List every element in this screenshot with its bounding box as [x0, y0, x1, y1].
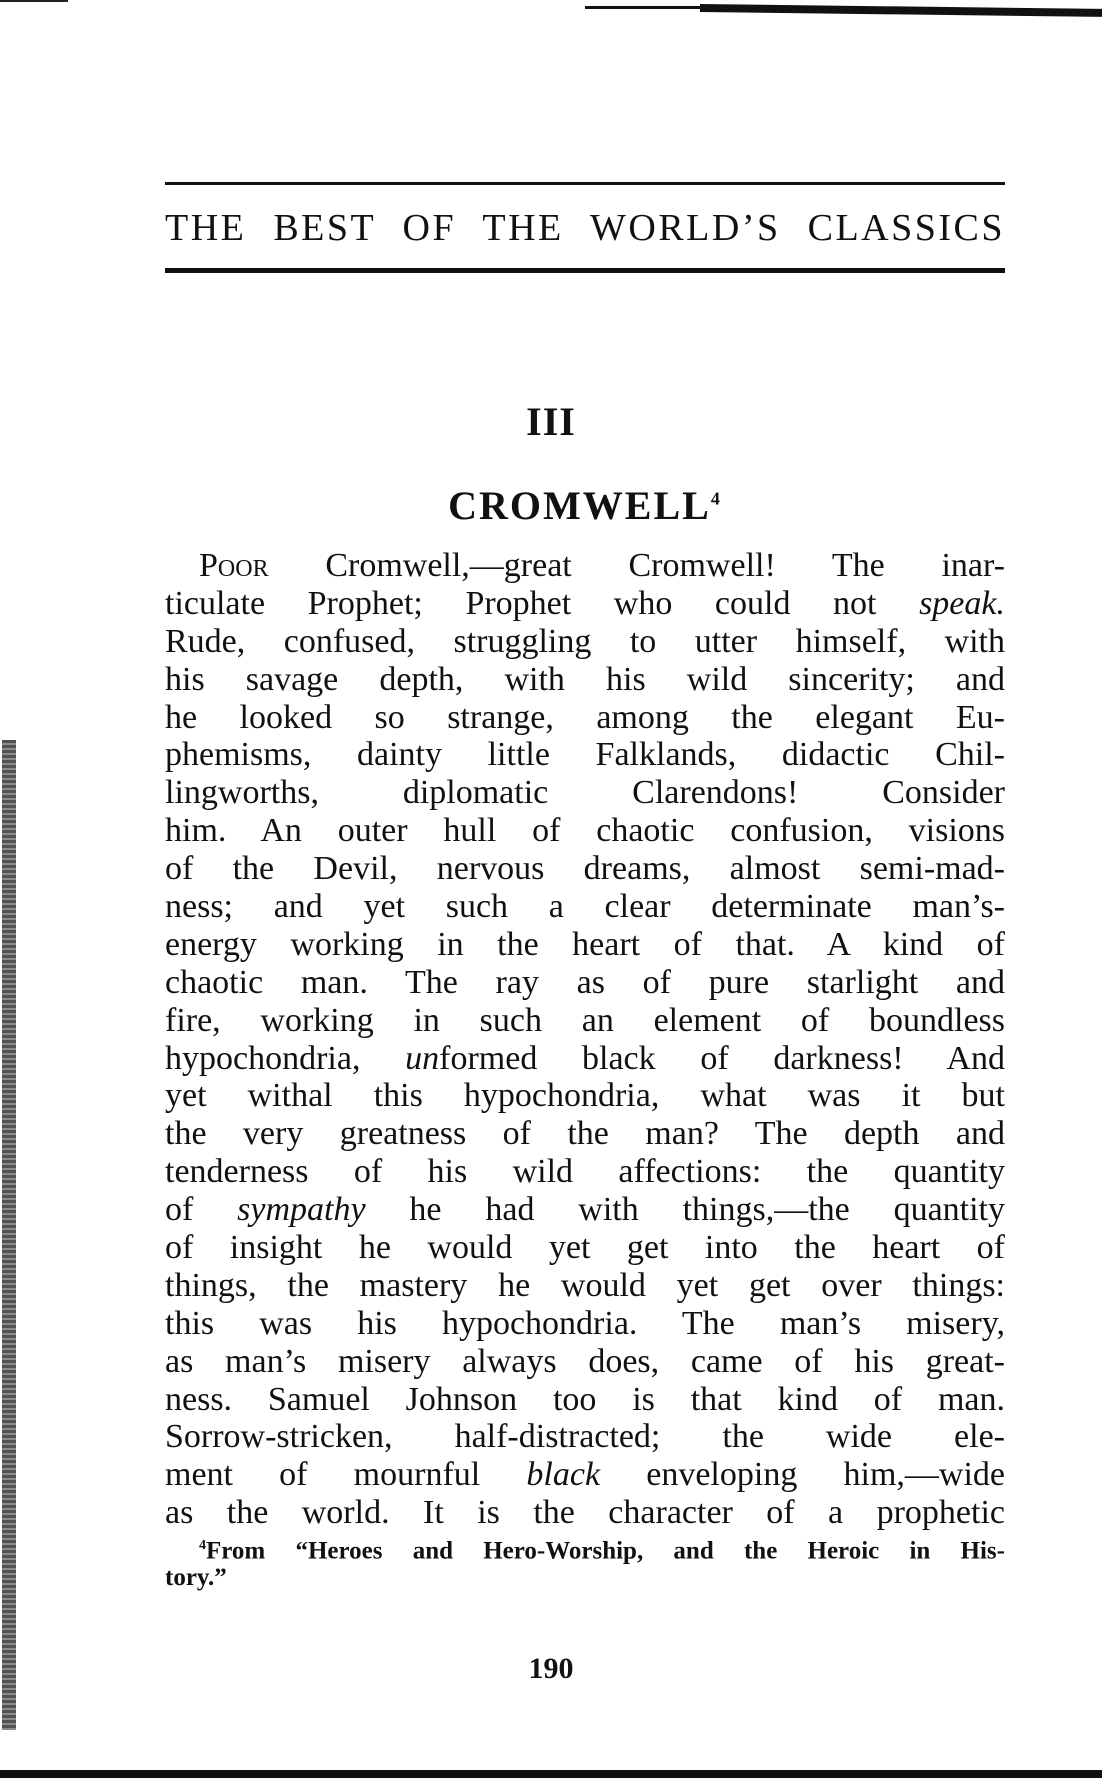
- text-line: [165, 1418, 1005, 1456]
- scan-edge-mark: [700, 4, 1102, 17]
- text-run: fire, working in such an element of boundless: [165, 1001, 1005, 1039]
- italic-run: speak.: [919, 584, 1005, 622]
- text-line: [165, 1077, 1005, 1115]
- text-run: hypochondria,: [165, 1039, 406, 1077]
- text-line: [165, 774, 1005, 812]
- text-line: [165, 661, 1005, 699]
- text-run: ness; and yet such a clear determinate man’s-: [165, 888, 1005, 926]
- text-run: yet withal this hypochondria, what was it but: [165, 1077, 1005, 1115]
- footnote-line-2: tory.”: [165, 1564, 227, 1591]
- text-run: ness. Samuel Johnson too is that kind of man.: [165, 1380, 1005, 1418]
- italic-run: un: [405, 1039, 440, 1077]
- footnote-line-1: [165, 1530, 1005, 1565]
- text-line: [165, 1115, 1005, 1153]
- text-run: he had with things,—the quantity: [365, 1191, 1006, 1229]
- italic-run: sympathy: [237, 1191, 366, 1229]
- text-run: the very greatness of the man? The depth and: [165, 1115, 1005, 1153]
- drop-word: Poor: [199, 547, 269, 584]
- text-line: [165, 812, 1005, 850]
- text-run: he looked so strange, among the elegant Eu-: [165, 698, 1005, 736]
- text-line: [165, 699, 1005, 737]
- bottom-rule: [0, 1770, 1102, 1778]
- text-line: [165, 964, 1005, 1002]
- binding-edge: [2, 740, 16, 1730]
- text-run: this was his hypochondria. The man’s misery,: [165, 1304, 1005, 1342]
- text-line: [165, 1267, 1005, 1305]
- text-run: Sorrow-stricken, half-distracted; the wide ele-: [165, 1418, 1005, 1456]
- text-line: [165, 926, 1005, 964]
- chapter-title-text: CROMWELL: [448, 483, 711, 528]
- text-run: things, the mastery he would yet get over things:: [165, 1266, 1005, 1304]
- text-line: [165, 1229, 1005, 1267]
- text-line: [165, 1305, 1005, 1343]
- running-head: THE BEST OF THE WORLD’S CLASSICS: [165, 207, 1005, 249]
- text-run: as the world. It is the character of a prophetic: [165, 1494, 1005, 1532]
- text-run: chaotic man. The ray as of pure starlight and: [165, 963, 1005, 1001]
- header-rule-bottom: [165, 268, 1005, 273]
- text-line: [165, 736, 1005, 774]
- italic-run: black: [526, 1456, 601, 1494]
- text-line: [165, 1040, 1005, 1078]
- scan-edge-mark: [0, 0, 68, 2]
- text-run: enveloping him,—wide: [600, 1456, 1006, 1494]
- body-text: [165, 547, 1005, 1532]
- text-run: Cromwell,—great Cromwell! The inar-: [268, 547, 1005, 584]
- footnote-reference: 4: [710, 488, 722, 509]
- text-run: formed black of darkness! And: [439, 1039, 1005, 1077]
- text-line: [165, 1343, 1005, 1381]
- text-line: [165, 1002, 1005, 1040]
- text-run: his savage depth, with his wild sincerity; and: [165, 660, 1005, 698]
- text-line: [165, 1456, 1005, 1494]
- header-rule-top: [165, 182, 1005, 185]
- text-run: him. An outer hull of chaotic confusion, visions: [165, 812, 1005, 850]
- text-line: [165, 1191, 1005, 1229]
- text-line: [165, 1381, 1005, 1419]
- footnote-marker: 4: [199, 1538, 206, 1553]
- chapter-title: [0, 482, 1102, 529]
- text-run: ticulate Prophet; Prophet who could not: [165, 584, 920, 622]
- text-line: [165, 888, 1005, 926]
- text-run: of: [165, 1191, 238, 1229]
- text-run: energy working in the heart of that. A kind of: [165, 925, 1005, 963]
- footnote-text-1: From “Heroes and Hero-Worship, and the Heroic in His-: [206, 1537, 1005, 1565]
- text-line: [165, 1153, 1005, 1191]
- text-line: [165, 547, 1005, 585]
- text-run: Rude, confused, struggling to utter himself, with: [165, 622, 1005, 660]
- text-line: [165, 623, 1005, 661]
- text-run: of the Devil, nervous dreams, almost semi-mad-: [165, 850, 1005, 888]
- text-line: [165, 850, 1005, 888]
- text-line: [165, 1494, 1005, 1532]
- footnote: [165, 1530, 1005, 1594]
- text-run: ment of mournful: [165, 1456, 527, 1494]
- text-run: of insight he would yet get into the heart of: [165, 1229, 1005, 1267]
- chapter-number: III: [526, 399, 576, 444]
- text-run: tenderness of his wild affections: the quantity: [165, 1153, 1005, 1191]
- text-line: [165, 585, 1005, 623]
- text-run: phemisms, dainty little Falklands, didactic Chil-: [165, 736, 1005, 774]
- text-run: as man’s misery always does, came of his great-: [165, 1342, 1005, 1380]
- page-number: 190: [528, 1652, 574, 1685]
- text-run: lingworths, diplomatic Clarendons! Consider: [165, 774, 1005, 812]
